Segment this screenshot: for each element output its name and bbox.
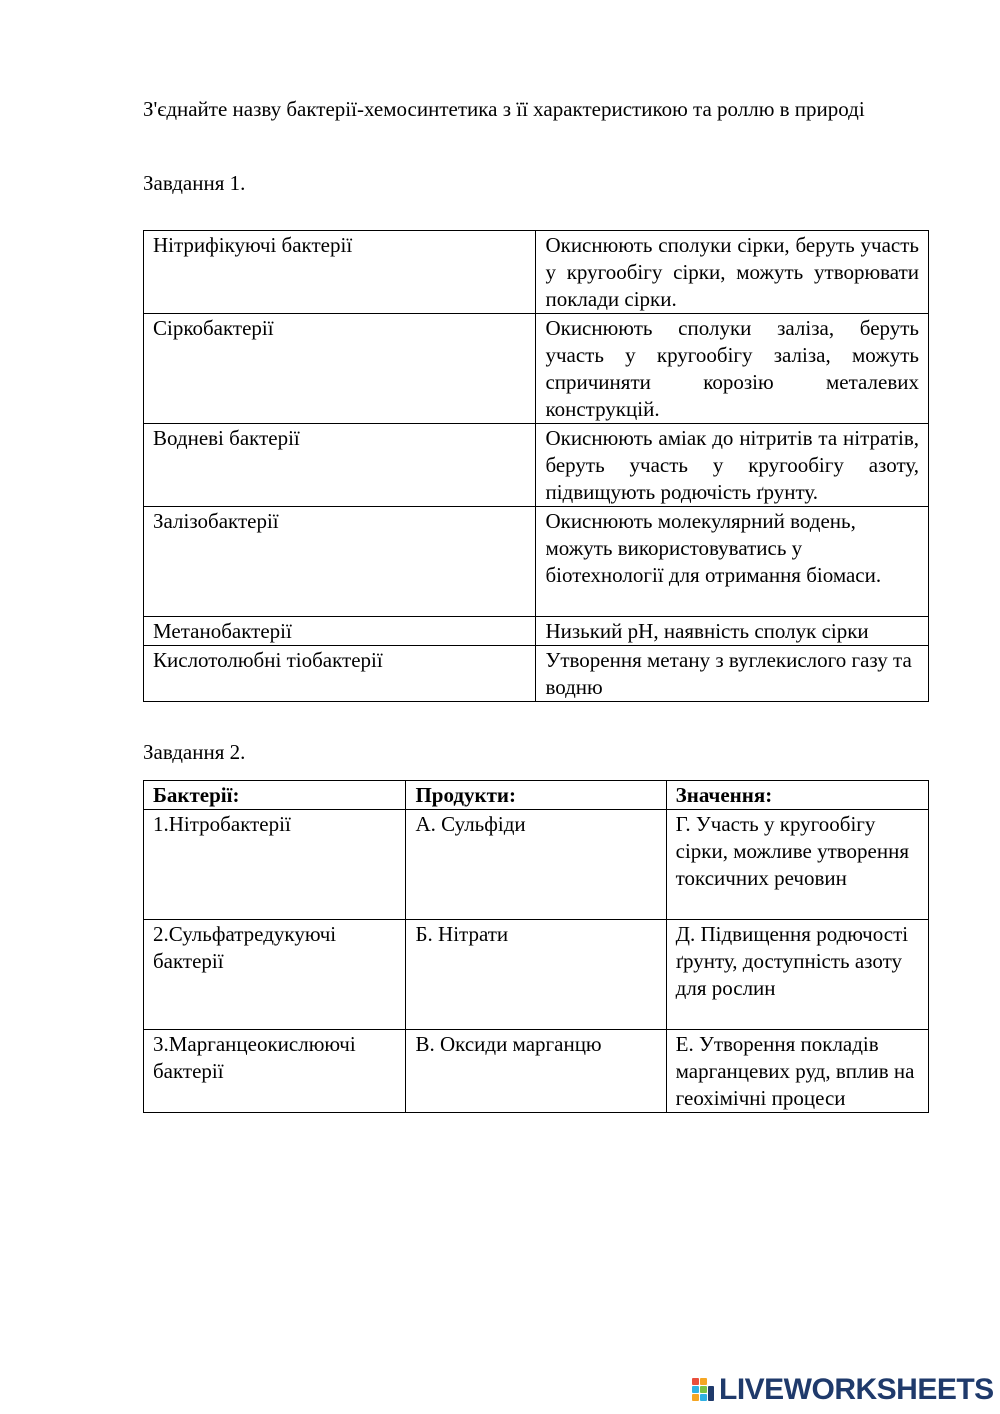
table-row	[144, 646, 929, 702]
bacteria-name-cell: Сіркобактерії	[144, 314, 536, 424]
table-row	[144, 1030, 929, 1113]
table-row	[144, 314, 929, 424]
liveworksheets-logo[interactable]	[692, 1372, 994, 1408]
bacteria-cell: 2.Сульфатредукуючі бактерії	[144, 920, 406, 1030]
meaning-cell: Г. Участь у кругообігу сірки, можливе утворення токсичних речовин	[666, 810, 928, 920]
table-row	[144, 424, 929, 507]
bacteria-cell: 3.Марганцеокислюючі бактерії	[144, 1030, 406, 1113]
column-header-bacteria: Бактерії:	[144, 781, 406, 810]
table-row	[144, 810, 929, 920]
bacteria-name-cell: Нітрифікуючі бактерії	[144, 231, 536, 314]
bacteria-name-cell: Кислотолюбні тіобактерії	[144, 646, 536, 702]
product-cell: Б. Нітрати	[406, 920, 666, 1030]
product-cell: А. Сульфіди	[406, 810, 666, 920]
bacteria-name-cell: Метанобактерії	[144, 617, 536, 646]
column-header-products: Продукти:	[406, 781, 666, 810]
instruction-text: З'єднайте назву бактерії-хемосинтетика з її характеристикою та роллю в природі	[143, 97, 865, 121]
task2-matching-table	[143, 780, 929, 1113]
characteristic-cell: Окиснюють сполуки сірки, беруть участь у кругообігу сірки, можуть утворювати поклади сірки.	[536, 231, 929, 314]
table-row	[144, 617, 929, 646]
characteristic-cell: Окиснюють аміак до нітритів та нітратів, беруть участь у кругообігу азоту, підвищують родючість ґрунту.	[536, 424, 929, 507]
meaning-cell: Е. Утворення покладів марганцевих руд, вплив на геохімічні процеси	[666, 1030, 928, 1113]
characteristic-cell: Утворення метану з вуглекислого газу та водню	[536, 646, 929, 702]
characteristic-cell: Низький pH, наявність сполук сірки	[536, 617, 929, 646]
product-cell: В. Оксиди марганцю	[406, 1030, 666, 1113]
task2-heading: Завдання 2.	[143, 740, 246, 764]
bacteria-cell: 1.Нітробактерії	[144, 810, 406, 920]
bacteria-name-cell: Залізобактерії	[144, 507, 536, 617]
logo-text: LIVEWORKSHEETS	[719, 1373, 994, 1406]
table-row	[144, 920, 929, 1030]
characteristic-cell: Окиснюють молекулярний водень, можуть використовуватись у біотехнології для отримання біомаси.	[536, 507, 929, 617]
table-header-row	[144, 781, 929, 810]
table-row	[144, 507, 929, 617]
meaning-cell: Д. Підвищення родючості ґрунту, доступність азоту для рослин	[666, 920, 928, 1030]
bacteria-name-cell: Водневі бактерії	[144, 424, 536, 507]
liveworksheets-logo-icon	[692, 1376, 716, 1404]
table-row	[144, 231, 929, 314]
task1-heading: Завдання 1.	[143, 171, 246, 195]
column-header-meaning: Значення:	[666, 781, 928, 810]
task1-matching-table	[143, 230, 929, 702]
characteristic-cell: Окиснюють сполуки заліза, беруть участь у кругообігу заліза, можуть спричиняти корозію металевих конструкцій.	[536, 314, 929, 424]
